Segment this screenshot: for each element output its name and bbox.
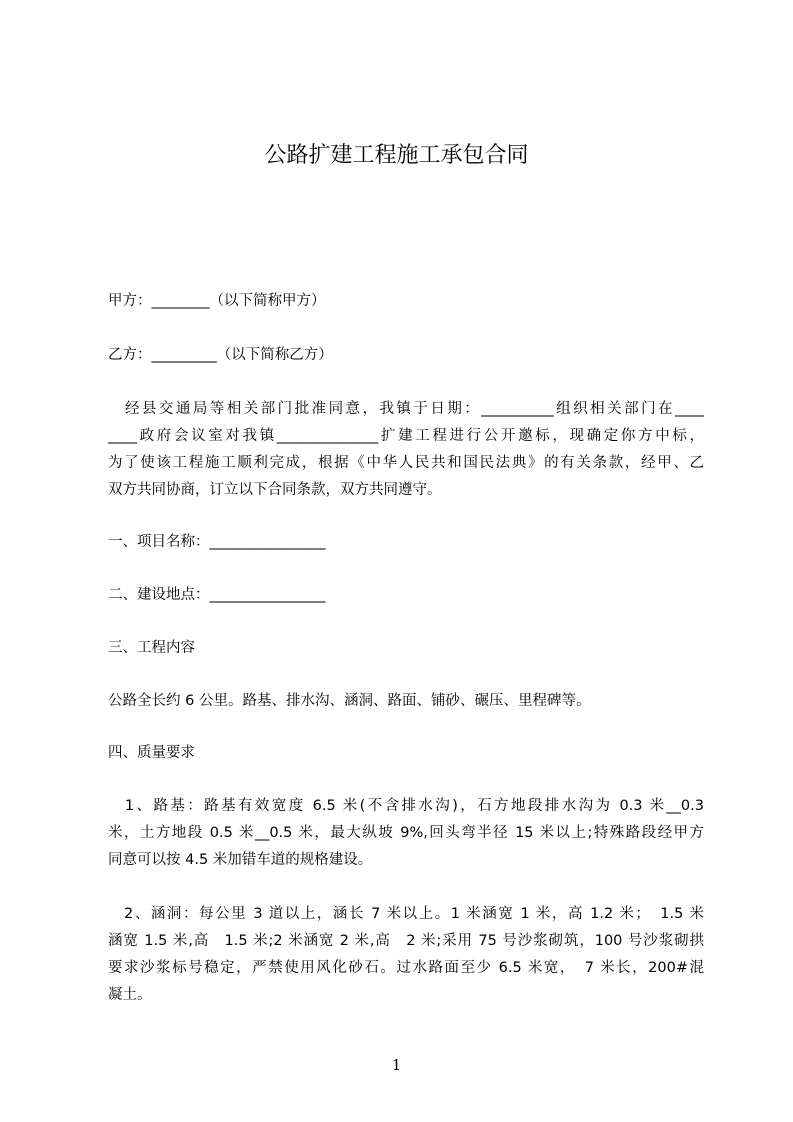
roadbed-line: 1、路基：路基有效宽度 6.5 米(不含排水沟)，石方地段排水沟为 0.3 米__0.3: [108, 798, 704, 814]
intro-line: 经县交通局等相关部门批准同意，我镇于日期：__________组织相关部门在____: [108, 401, 704, 417]
culvert-line: 凝土。: [108, 987, 152, 1003]
culvert-line: 2、涵洞：每公里 3 道以上，涵长 7 米以上。1 米涵宽 1 米，高 1.2 米； 1.5 米: [108, 906, 704, 922]
document-title: 公路扩建工程施工承包合同: [264, 143, 529, 168]
culvert-line: 涵宽 1.5 米,高 1.5 米;2 米涵宽 2 米,高 2 米;采用 75 号沙浆砌筑，100 号沙浆砌拱: [108, 933, 704, 949]
page-number: 1: [391, 1056, 402, 1074]
section-work-content: 三、工程内容: [108, 640, 195, 656]
roadbed-line: 同意可以按 4.5 米加错车道的规格建设。: [108, 852, 373, 868]
intro-line: ____政府会议室对我镇______________扩建工程进行公开邀标，现确定你方中标，: [108, 428, 704, 444]
work-content-text: 公路全长约 6 公里。路基、排水沟、涵洞、路面、铺砂、碾压、里程碑等。: [108, 693, 591, 709]
section-project-name: 一、项目名称：________________: [108, 534, 326, 550]
intro-line: 为了使该工程施工顺利完成，根据《中华人民共和国民法典》的有关条款，经甲、乙: [108, 455, 704, 471]
section-quality: 四、质量要求: [108, 745, 195, 761]
culvert-line: 要求沙浆标号稳定，严禁使用风化砂石。过水路面至少 6.5 米宽， 7 米长，200#混: [108, 960, 704, 976]
section-construction-site: 二、建设地点：________________: [108, 587, 326, 603]
party-b-line: 乙方：_________（以下简称乙方）: [108, 347, 333, 363]
party-a-line: 甲方：________（以下简称甲方）: [108, 293, 326, 309]
roadbed-line: 米，土方地段 0.5 米__0.5 米，最大纵坡 9%,回头弯半径 15 米以上;特殊路段经甲方: [108, 825, 704, 841]
intro-line: 双方共同协商，订立以下合同条款，双方共同遵守。: [108, 482, 442, 498]
